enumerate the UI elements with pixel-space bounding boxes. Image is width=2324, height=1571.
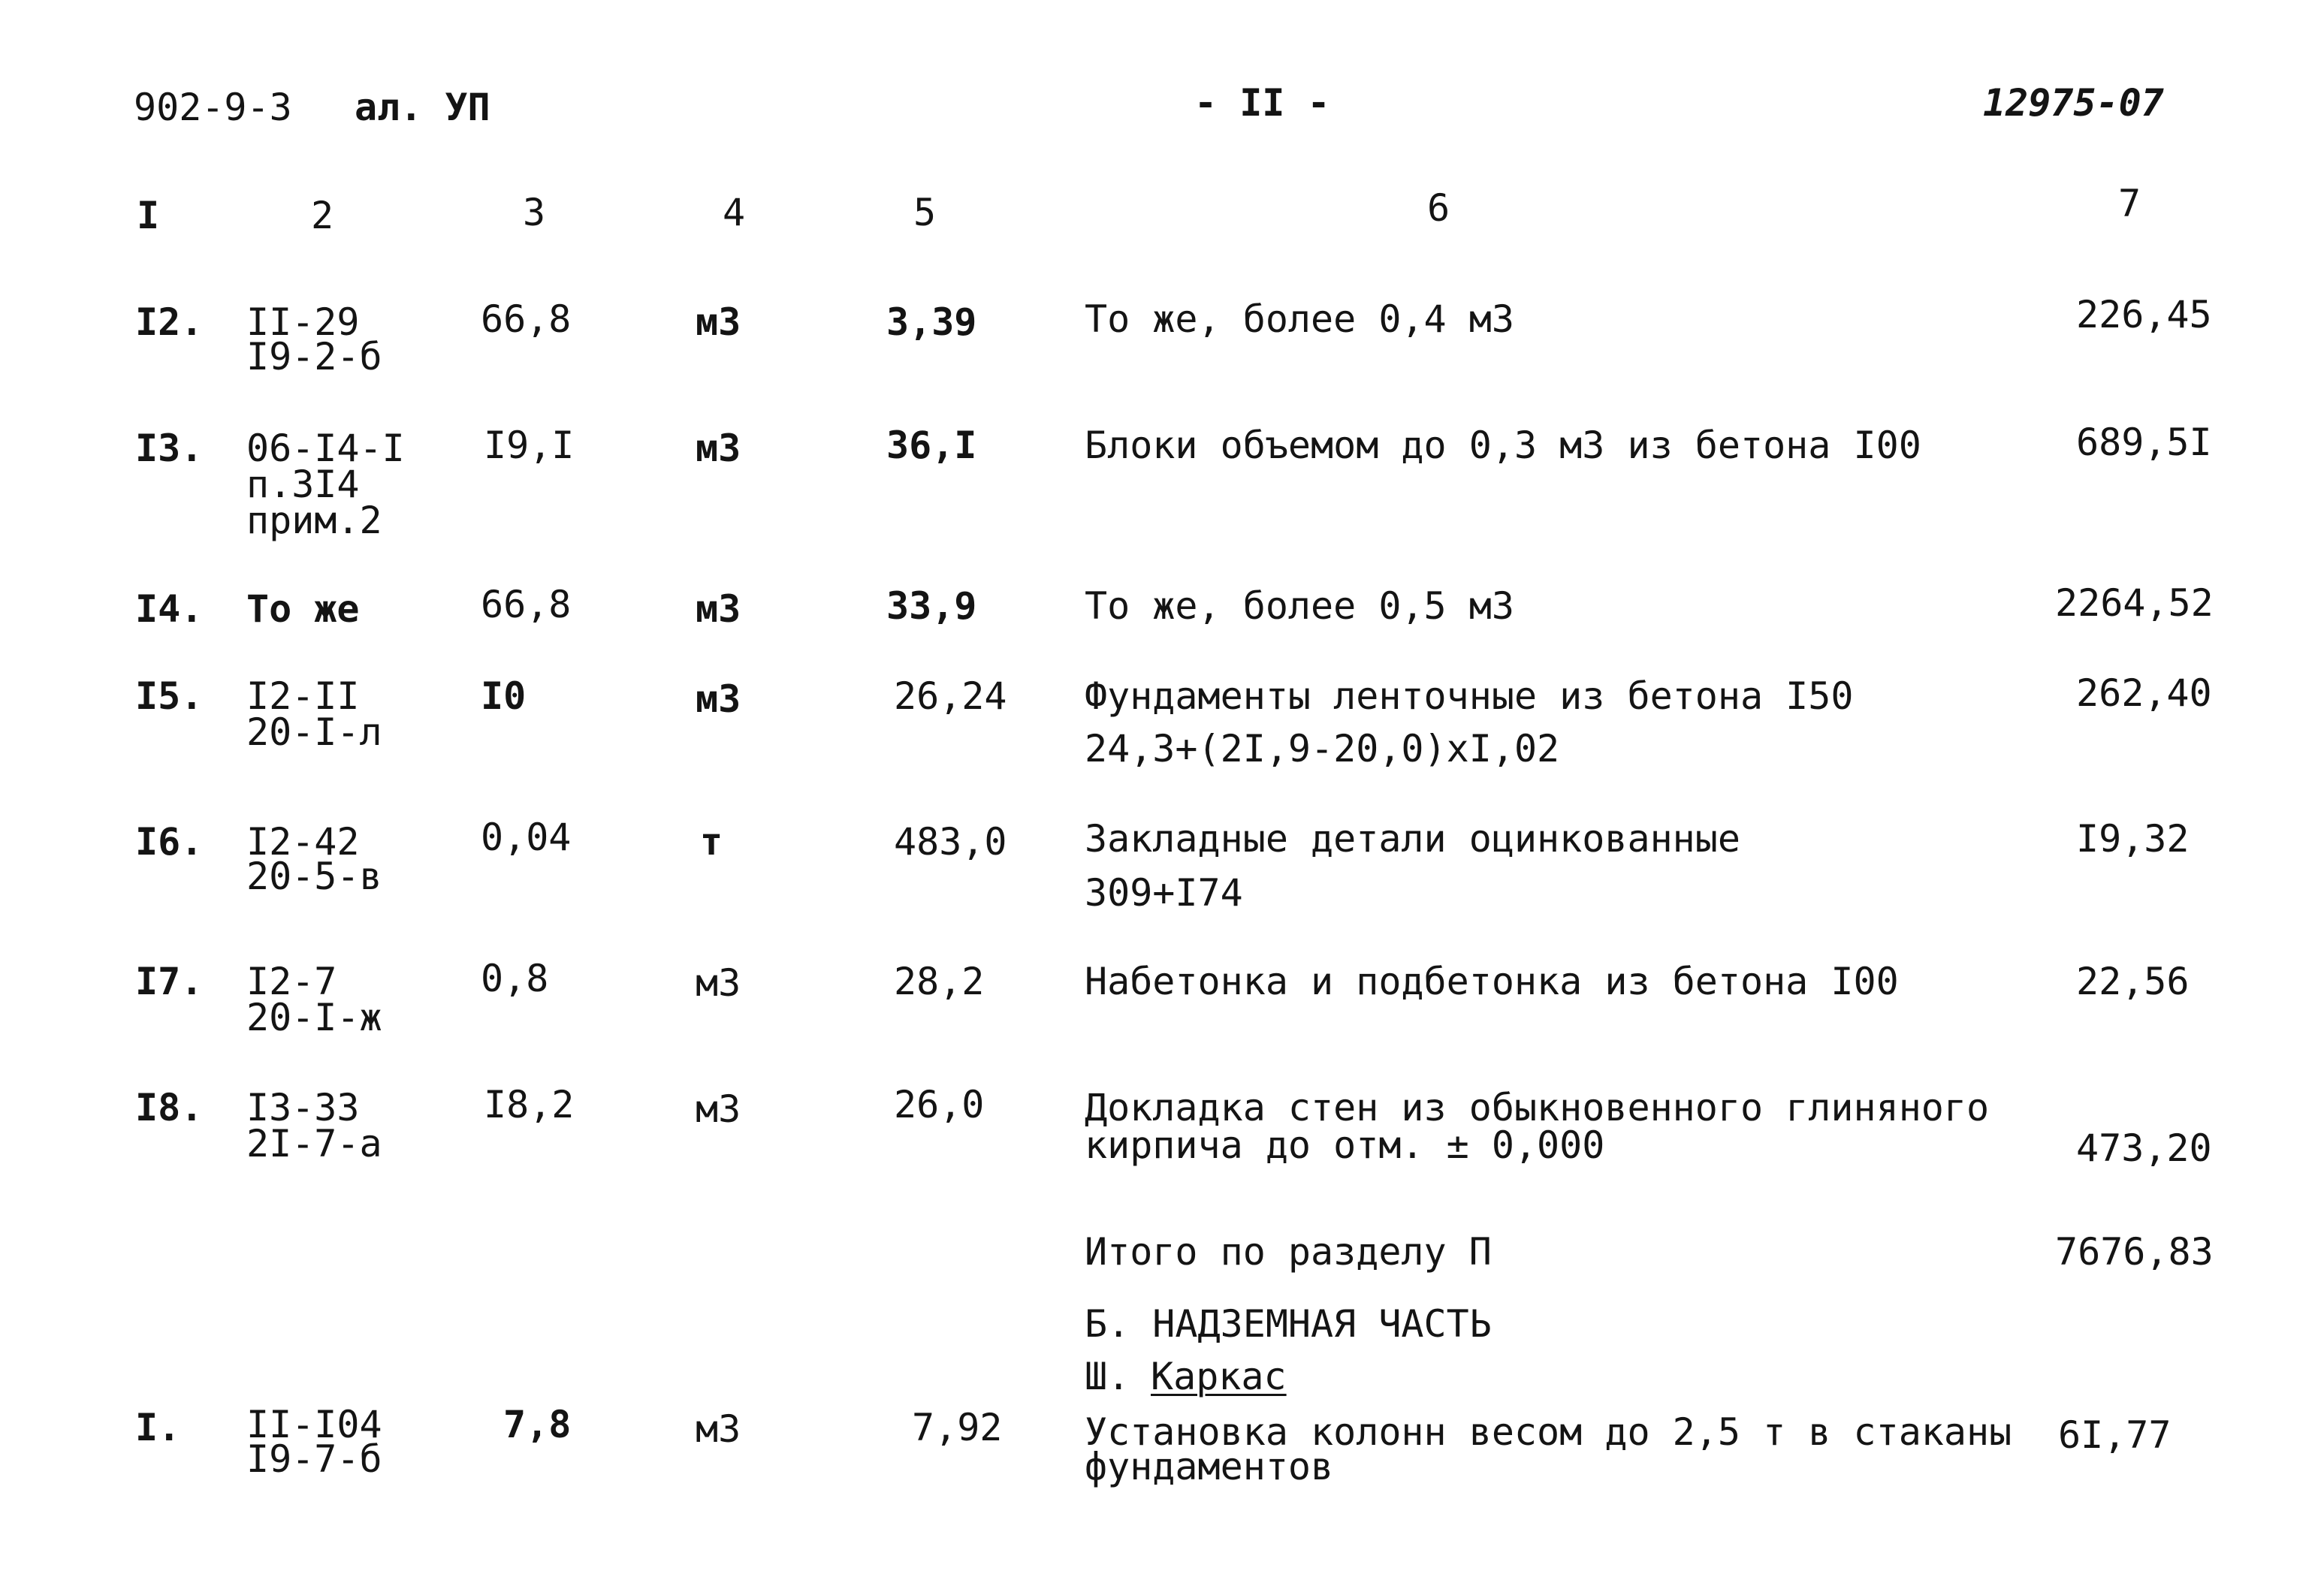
unit: т xyxy=(700,820,723,864)
total-cost: 262,40 xyxy=(2076,671,2212,715)
row-number: I8. xyxy=(135,1086,204,1129)
rate-code-2: 20-I-ж xyxy=(246,996,382,1039)
quantity: I0 xyxy=(481,674,527,718)
description: Фундаменты ленточные из бетона I50 xyxy=(1085,674,1854,718)
quantity: 66,8 xyxy=(481,297,572,341)
description-formula: 309+I74 xyxy=(1085,871,1243,915)
section-total-label: Итого по разделу П xyxy=(1085,1230,1492,1274)
description: Установка колонн весом до 2,5 т в стаканы xyxy=(1085,1410,2012,1454)
unit: м3 xyxy=(696,300,741,344)
section-title: Б. НАДЗЕМНАЯ ЧАСТЬ xyxy=(1085,1302,1492,1346)
rate-code-2: п.3I4 xyxy=(246,463,360,506)
column-header-1: I xyxy=(137,194,160,237)
unit-price: 3,39 xyxy=(886,300,977,344)
rate-code-2: I9-7-б xyxy=(246,1437,382,1481)
row-number: I. xyxy=(135,1406,181,1449)
unit: м3 xyxy=(696,961,741,1005)
total-cost: 6I,77 xyxy=(2058,1413,2172,1457)
description: Набетонка и подбетонка из бетона I00 xyxy=(1085,960,1899,1003)
description: То же, более 0,4 м3 xyxy=(1085,297,1514,341)
unit: м3 xyxy=(696,1087,741,1131)
rate-code-2: 20-5-в xyxy=(246,855,382,898)
description: Закладные детали оцинкованные xyxy=(1085,817,1740,861)
row-number: I4. xyxy=(135,587,204,631)
rate-code: То же xyxy=(246,587,360,631)
subsection-title: Каркас xyxy=(1151,1355,1287,1398)
unit: м3 xyxy=(696,677,741,721)
description: Блоки объемом до 0,3 м3 из бетона I00 xyxy=(1085,424,1921,467)
rate-code: II-29 xyxy=(246,300,360,344)
total-cost: 2264,52 xyxy=(2055,581,2214,625)
quantity: 0,04 xyxy=(481,816,572,859)
total-cost: I9,32 xyxy=(2076,817,2190,861)
column-header-4: 4 xyxy=(723,191,746,234)
unit-price: 28,2 xyxy=(894,960,985,1003)
description: То же, более 0,5 м3 xyxy=(1085,584,1514,628)
unit-price: 36,I xyxy=(886,424,977,467)
unit: м3 xyxy=(696,587,741,631)
unit: м3 xyxy=(696,427,741,470)
description-continued: фундаментов xyxy=(1085,1445,1334,1488)
unit-price: 33,9 xyxy=(886,584,977,628)
rate-code-2: 20-I-л xyxy=(246,710,382,754)
section-total-value: 7676,83 xyxy=(2055,1230,2214,1274)
description-formula: 24,3+(2I,9-20,0)xI,02 xyxy=(1085,727,1560,770)
subsection-number: Ш. xyxy=(1085,1355,1130,1398)
unit-price: 26,24 xyxy=(894,674,1007,718)
rate-code: 06-I4-I xyxy=(246,427,405,470)
column-header-7: 7 xyxy=(2118,182,2141,225)
unit-price: 26,0 xyxy=(894,1083,985,1126)
unit: м3 xyxy=(696,1407,741,1451)
unit-price: 483,0 xyxy=(894,820,1007,864)
rate-code: I3-33 xyxy=(246,1086,360,1129)
rate-code: I2-42 xyxy=(246,820,360,864)
row-number: I6. xyxy=(135,820,204,864)
rate-code: II-I04 xyxy=(246,1403,382,1446)
description: Докладка стен из обыкновенного глиняного xyxy=(1085,1086,1990,1129)
total-cost: 226,45 xyxy=(2076,293,2212,336)
description-continued: кирпича до отм. ± 0,000 xyxy=(1085,1123,1605,1167)
row-number: I7. xyxy=(135,960,204,1003)
row-number: I2. xyxy=(135,300,204,344)
total-cost: 473,20 xyxy=(2076,1126,2212,1170)
column-header-3: 3 xyxy=(523,191,546,234)
row-number: I5. xyxy=(135,674,204,718)
quantity: 66,8 xyxy=(481,583,572,626)
quantity: 7,8 xyxy=(503,1403,572,1446)
quantity: I9,I xyxy=(484,424,575,467)
column-header-2: 2 xyxy=(311,194,334,237)
total-cost: 689,5I xyxy=(2076,421,2212,464)
total-cost: 22,56 xyxy=(2076,960,2190,1003)
page-number: - II - xyxy=(1194,81,1330,125)
document-number: 12975-07 xyxy=(1983,81,2164,125)
quantity: I8,2 xyxy=(484,1083,575,1126)
column-header-5: 5 xyxy=(913,191,937,234)
column-header-6: 6 xyxy=(1427,186,1450,230)
quantity: 0,8 xyxy=(481,957,549,1000)
row-number: I3. xyxy=(135,427,204,470)
rate-code-3: прим.2 xyxy=(246,499,382,542)
document-code: 902-9-3 xyxy=(134,86,292,129)
rate-code-2: I9-2-б xyxy=(246,335,382,378)
unit-price: 7,92 xyxy=(912,1406,1003,1449)
rate-code: I2-7 xyxy=(246,960,337,1003)
rate-code-2: 2I-7-а xyxy=(246,1122,382,1165)
album-label: ал. УП xyxy=(355,86,490,129)
rate-code: I2-II xyxy=(246,674,360,718)
